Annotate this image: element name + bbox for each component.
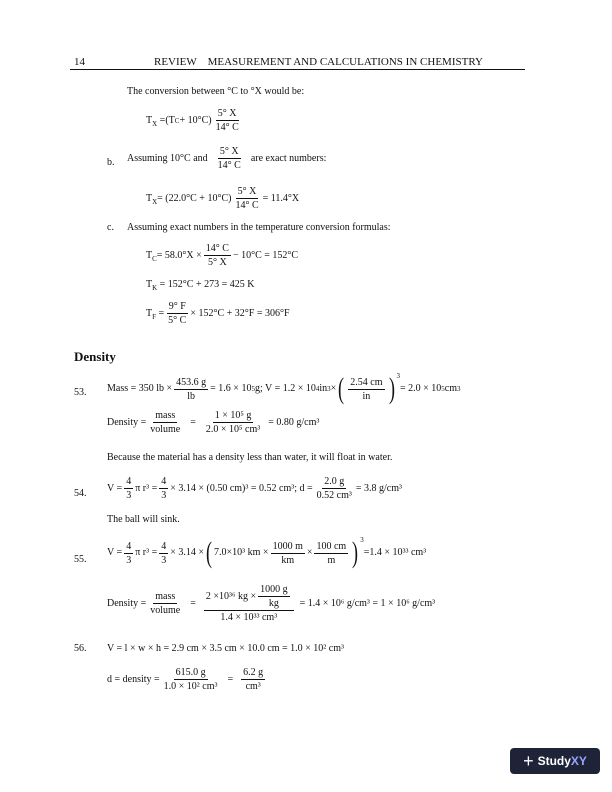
plus-icon: + [523,750,534,771]
problem-54-equation: V = $\frac{4}{3}$ π r³ = $\frac{4}{3}$ × 3.14 × (0.50 cm)³ = 0.52 cm³; d = $\frac{2.0 g}{\text{0.52 cm³}}$ = 3.8 g/cm³ [107,476,403,501]
badge-text: Study [537,754,571,768]
item-b-text: Assuming 10°C and $\frac{5^\circ X}{14^\circ C}$ are exact numbers: [127,146,327,171]
item-b-equation: $T_X$ = (22.0°C + 10°C) $\frac{5^\circ X}{14^\circ C}$ = 11.4°X [146,186,300,211]
item-c-label: c. [107,222,114,233]
problem-56-volume: V = l × w × h = 2.9 cm × 3.5 cm × 10.0 cm = 1.0 × 10² cm³ [107,643,345,654]
item-b-label: b. [107,157,115,168]
studyxy-logo-badge[interactable] [510,748,600,774]
problem-55-number: 55. [74,554,87,565]
tk-equation: $T_K = 152^\circ C + 273 = 425$ K [146,279,255,292]
tf-equation: $T_F$ = $\frac{9^\circ F}{5^\circ C}$ × 152°C + 32°F = 306°F [146,301,290,326]
problem-53-mass-volume: Mass = 350 lb × $\frac{453.6 g}{lb}$ = 1.6 × 10 5 g; V = 1.2 × 10 4 in 3 × ( $\frac{2.54 cm}{in}$ ) 3 = 2.0 × 10 5 cm 3 [107,372,461,405]
conversion-intro: The conversion between °C to °X would be: [127,86,305,97]
badge-text-xy: XY [570,754,587,768]
problem-53-number: 53. [74,387,87,398]
problem-54-note: The ball will sink. [107,514,180,525]
tx-formula: $T_X$ = (T C + 10°C) $\frac{5^\circ X}{14^\circ C}$ [146,108,239,133]
item-c-text: Assuming exact numbers in the temperature conversion formulas: [127,222,391,233]
section-heading-density: Density [74,349,116,364]
problem-53-note: Because the material has a density less than water, it will float in water. [107,452,393,463]
problem-56-density: d = density = $\frac{615.0 g}{\text{1.0 × 10² cm³}}$ = $\frac{6.2 g}{\text{cm³}}$ [107,667,264,692]
problem-55-density: Density = $\frac{\text{mass}}{\text{volume}}$ = 2 ×10³⁶ kg × $\frac{1000 g}{kg}$ 1.4 × 10³³ cm³ = 1.4 × 10⁶ g/cm³ = 1 × 10⁶ g/cm³ [107,584,436,623]
page-number: 14 [74,56,85,68]
problem-55-volume: V = $\frac{4}{3}$ π r³ = $\frac{4}{3}$ × 3.14 × ( 7.0×10³ km × $\frac{1000 m}{km}$ × $\frac{100 cm}{m}$ ) 3 =1.4 × 10³³ cm³ [107,536,427,569]
running-header: REVIEW MEASUREMENT AND CALCULATIONS IN CHEMISTRY [154,56,483,68]
problem-56-number: 56. [74,643,87,654]
problem-54-number: 54. [74,488,87,499]
tc-equation: $T_C$ = 58.0°X × $\frac{14^\circ C}{5^\circ X}$ − 10°C = 152°C [146,243,299,268]
problem-53-density: Density = $\frac{\text{mass}}{\text{volume}}$ = $\frac{\text{1 × 10⁵ g}}{\text{2.0 × 10⁵ cm³}}$ = 0.80 g/cm³ [107,410,320,435]
header-rule [70,69,525,70]
